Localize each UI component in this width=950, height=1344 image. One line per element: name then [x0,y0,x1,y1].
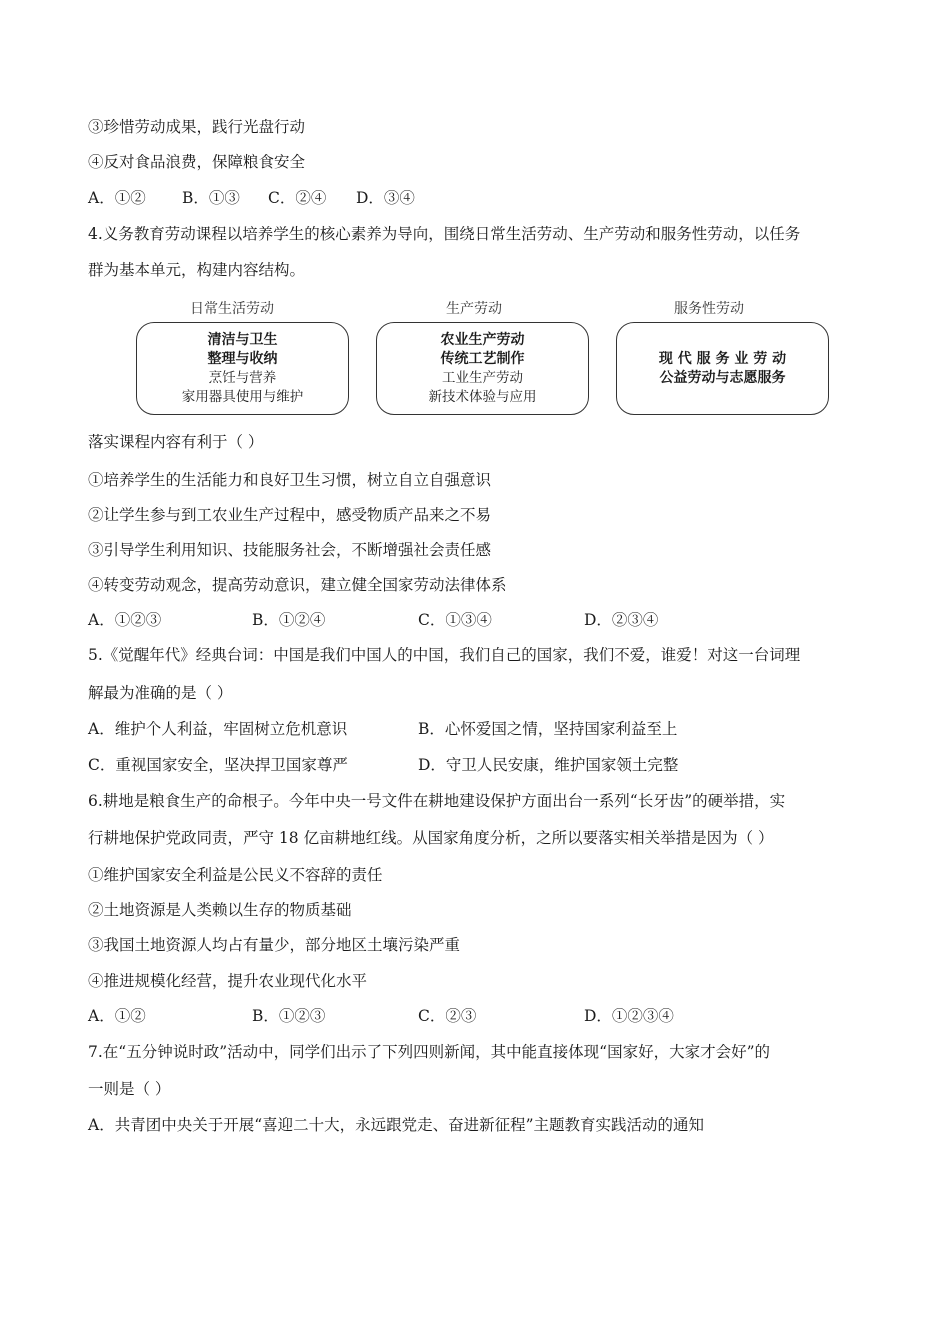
q4-prompt: 落实课程内容有利于（ ） [88,433,264,451]
q6-item-2: ②土地资源是人类赖以生存的物质基础 [88,901,352,919]
q6-stem-line2: 行耕地保护党政同责，严守 18 亿亩耕地红线。从国家角度分析，之所以要落实相关举措是因为（ ） [88,829,774,847]
box-item: 现 代 服 务 业 劳 动 [658,350,787,367]
diagram-box-production [376,322,589,415]
q3-option-b: B．①③ [182,189,240,207]
q5-stem-line1: 5.《觉醒年代》经典台词：中国是我们中国人的中国，我们自己的国家，我们不爱，谁爱！对这一台词理 [88,646,801,664]
diagram-box-daily-life [136,322,349,415]
q3-option-d: D．③④ [356,189,415,207]
q4-item-3: ③引导学生利用知识、技能服务社会，不断增强社会责任感 [88,541,492,559]
q6-item-3: ③我国土地资源人均占有量少，部分地区土壤污染严重 [88,936,461,954]
q6-option-a: A．①② [88,1007,146,1025]
box-item: 工业生产劳动 [442,369,523,386]
q5-stem-line2: 解最为准确的是（ ） [88,684,233,702]
box-item: 整理与收纳 [207,350,278,367]
box-item: 公益劳动与志愿服务 [659,369,786,386]
q4-option-a: A．①②③ [88,611,162,629]
diagram-title-daily-life: 日常生活劳动 [190,301,274,317]
q5-option-b: B．心怀爱国之情，坚持国家利益至上 [418,720,678,738]
q4-item-2: ②让学生参与到工农业生产过程中，感受物质产品来之不易 [88,506,492,524]
box-item: 烹饪与营养 [208,369,277,386]
q6-item-1: ①维护国家安全利益是公民义不容辞的责任 [88,866,383,884]
q3-item-4: ④反对食品浪费，保障粮食安全 [88,153,306,171]
q4-item-1: ①培养学生的生活能力和良好卫生习惯，树立自立自强意识 [88,471,492,489]
q5-option-d: D．守卫人民安康，维护国家领土完整 [418,756,679,774]
q4-option-d: D．②③④ [584,611,659,629]
q7-stem-line1: 7.在“五分钟说时政”活动中，同学们出示了下列四则新闻，其中能直接体现“国家好，大家才会好”的 [88,1043,770,1061]
q4-option-b: B．①②④ [252,611,326,629]
q7-stem-line2: 一则是（ ） [88,1080,171,1098]
q6-option-c: C．②③ [418,1007,477,1025]
q5-option-a: A．维护个人利益，牢固树立危机意识 [88,720,348,738]
q3-option-a: A．①② [88,189,146,207]
q4-stem-line2: 群为基本单元，构建内容结构。 [88,261,306,279]
box-item: 传统工艺制作 [440,350,525,367]
box-item: 家用器具使用与维护 [181,388,304,405]
q4-item-4: ④转变劳动观念，提高劳动意识，建立健全国家劳动法律体系 [88,576,507,594]
diagram-box-service [616,322,829,415]
box-item: 农业生产劳动 [440,331,525,348]
box-item: 清洁与卫生 [207,331,278,348]
q5-option-c: C．重视国家安全，坚决捍卫国家尊严 [88,756,348,774]
q6-option-d: D．①②③④ [584,1007,674,1025]
q6-option-b: B．①②③ [252,1007,326,1025]
q6-item-4: ④推进规模化经营，提升农业现代化水平 [88,972,368,990]
diagram-title-production: 生产劳动 [446,301,502,317]
q7-option-a: A．共青团中央关于开展“喜迎二十大，永远跟党走、奋进新征程”主题教育实践活动的通知 [88,1116,705,1134]
diagram-title-service: 服务性劳动 [674,301,744,317]
q4-option-c: C．①③④ [418,611,492,629]
q3-item-3: ③珍惜劳动成果，践行光盘行动 [88,118,306,136]
q4-stem-line1: 4.义务教育劳动课程以培养学生的核心素养为导向，围绕日常生活劳动、生产劳动和服务性劳动，以任务 [88,225,801,243]
q3-option-c: C．②④ [268,189,327,207]
q6-stem-line1: 6.耕地是粮食生产的命根子。今年中央一号文件在耕地建设保护方面出台一系列“长牙齿”的硬举措，实 [88,792,786,810]
box-item: 新技术体验与应用 [428,388,537,405]
